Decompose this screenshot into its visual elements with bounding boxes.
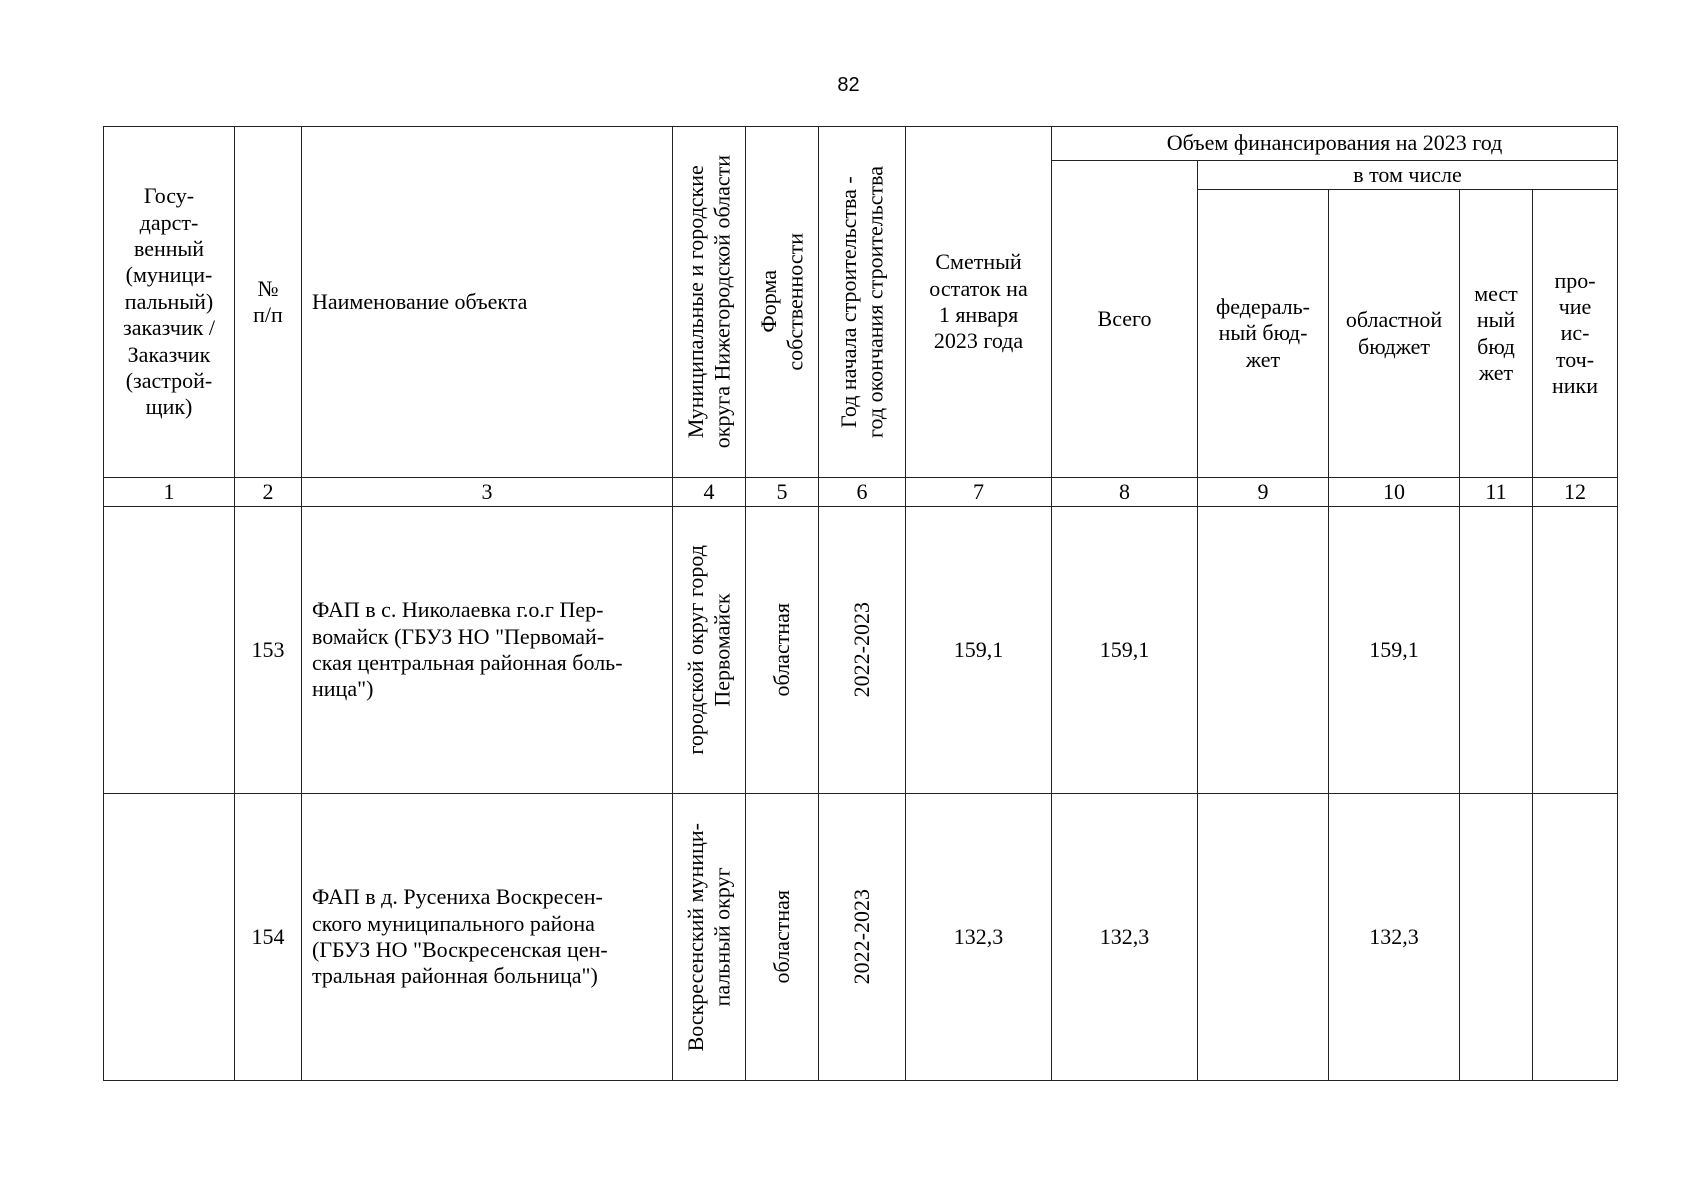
header-ownership: Форма собственности	[746, 127, 819, 478]
row-years: 2022-2023	[819, 794, 906, 1081]
header-other: про- чие ис- точ- ники	[1533, 190, 1618, 478]
header-estimate: Сметный остаток на 1 января 2023 года	[906, 127, 1052, 478]
column-number: 3	[302, 478, 673, 507]
row-estimate: 159,1	[906, 507, 1052, 794]
column-number: 12	[1533, 478, 1618, 507]
header-years: Год начала строительства - год окончания строительства	[819, 127, 906, 478]
table-row	[104, 794, 1618, 1081]
column-number: 10	[1329, 478, 1460, 507]
row-federal	[1198, 507, 1329, 794]
column-number: 5	[746, 478, 819, 507]
header-object-name: Наименование объекта	[302, 127, 673, 478]
row-federal	[1198, 794, 1329, 1081]
header-financing-title: Объем финансирования на 2023 год	[1052, 127, 1618, 161]
row-regional: 159,1	[1329, 507, 1460, 794]
row-total: 132,3	[1052, 794, 1198, 1081]
header-regional: областной бюджет	[1329, 190, 1460, 478]
column-number: 4	[673, 478, 746, 507]
column-number: 1	[104, 478, 235, 507]
row-number: 153	[235, 507, 302, 794]
header-local: мест ный бюд жет	[1460, 190, 1533, 478]
row-regional: 132,3	[1329, 794, 1460, 1081]
column-number: 9	[1198, 478, 1329, 507]
header-number: № п/п	[235, 127, 302, 478]
row-number: 154	[235, 794, 302, 1081]
header-customer: Госу- дарст- венный (муници- пальный) заказчик / Заказчик (застрой- щик)	[104, 127, 235, 478]
row-other	[1533, 794, 1618, 1081]
row-local	[1460, 507, 1533, 794]
row-local	[1460, 794, 1533, 1081]
row-customer	[104, 507, 235, 794]
row-customer	[104, 794, 235, 1081]
row-years: 2022-2023	[819, 507, 906, 794]
row-municipality: Воскресенский муници- пальный округ	[673, 794, 746, 1081]
row-object-name: ФАП в с. Николаевка г.о.г Пер- вомайск (ГБУЗ НО "Первомай- ская центральная районная боль- ница")	[302, 507, 673, 794]
row-object-name: ФАП в д. Русениха Воскресен- ского муниципального района (ГБУЗ НО "Воскресенская цен- тральная районная больница")	[302, 794, 673, 1081]
column-numbers-row	[104, 478, 1618, 507]
row-municipality: городской округ город Первомайск	[673, 507, 746, 794]
header-including: в том числе	[1198, 161, 1618, 190]
column-number: 7	[906, 478, 1052, 507]
column-number: 11	[1460, 478, 1533, 507]
column-number: 8	[1052, 478, 1198, 507]
row-other	[1533, 507, 1618, 794]
financing-table	[103, 126, 1618, 1081]
header-total: Всего	[1052, 161, 1198, 478]
page-number: 82	[837, 74, 860, 96]
table-row	[104, 507, 1618, 794]
row-total: 159,1	[1052, 507, 1198, 794]
header-federal: федераль- ный бюд- жет	[1198, 190, 1329, 478]
header-municipality: Муниципальные и городские округа Нижегородской области	[673, 127, 746, 478]
row-ownership: областная	[746, 794, 819, 1081]
row-ownership: областная	[746, 507, 819, 794]
column-number: 2	[235, 478, 302, 507]
column-number: 6	[819, 478, 906, 507]
row-estimate: 132,3	[906, 794, 1052, 1081]
